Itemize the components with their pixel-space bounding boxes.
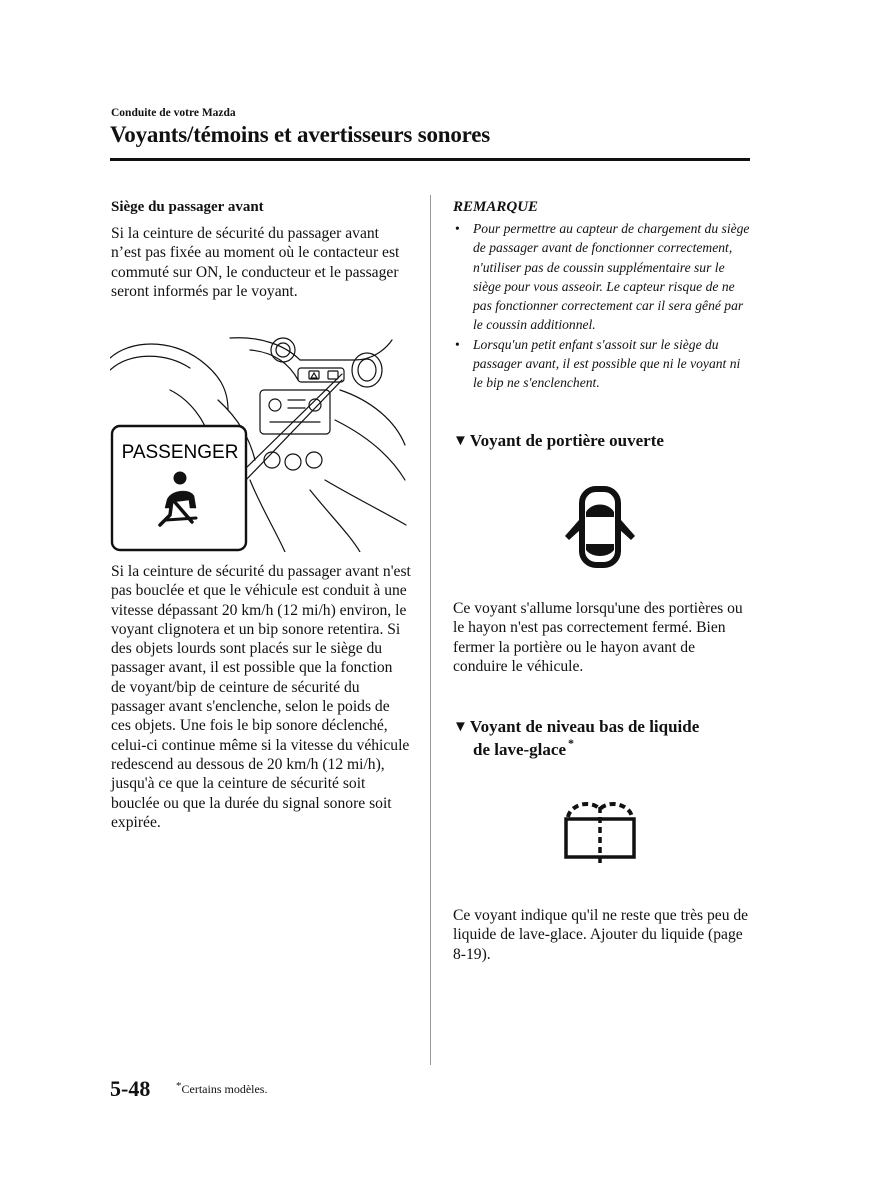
remark-heading: REMARQUE (453, 199, 539, 215)
asterisk-marker: * (568, 736, 574, 750)
triangle-marker-icon: ▼ (453, 719, 468, 735)
remark-item: • Lorsqu'un petit enfant s'assoit sur le siège du passager avant, il est possible que ni le voyant ni le bip ne s'enclenchent. (455, 336, 741, 391)
paragraph-door-ajar: Ce voyant s'allume lorsqu'une des portières ou le hayon n'est pas correctement fermé. Bien fermer la portière ou le hayon avant de conduire le véhicule. (453, 600, 743, 675)
section-label: Conduite de votre Mazda (111, 107, 236, 119)
title-rule (110, 158, 750, 161)
passenger-label: PASSENGER (121, 442, 239, 463)
bullet: • (455, 336, 460, 352)
bullet: • (455, 221, 460, 236)
heading-washer-fluid: ▼ Voyant de niveau bas de liquide de lave-glace * (453, 717, 700, 759)
footnote: *Certains modèles. (176, 1080, 268, 1096)
paragraph-passenger-intro: Si la ceinture de sécurité du passager avant n’est pas fixée au moment où le contacteur est commuté sur ON, le conducteur et le passager seront informés par le voyant. (111, 225, 400, 300)
washer-fluid-icon (560, 797, 640, 869)
triangle-marker-icon: ▼ (453, 433, 468, 449)
page-number: 5-48 (110, 1076, 151, 1101)
heading-door-ajar: ▼ Voyant de portière ouverte (453, 431, 664, 450)
remark-list (453, 219, 753, 393)
remark-item: • Pour permettre au capteur de chargement du siège de passager avant de fonctionner correctement, n'utiliser pas de coussin supplémentaire sur le siège pour vous asseoir. Le capteur risque de ne pas fonctionner correctement car il sera gêné par le coussin additionnel. (455, 221, 750, 333)
footnote-star: * (176, 1080, 182, 1092)
page-title: Voyants/témoins et avertisseurs sonores (110, 122, 490, 147)
column-divider (430, 195, 431, 1065)
subheading-passenger-seat: Siège du passager avant (111, 199, 264, 215)
dashboard-illustration (110, 330, 412, 552)
door-open-icon (560, 486, 640, 568)
paragraph-washer-fluid: Ce voyant indique qu'il ne reste que très peu de liquide de lave-glace. Ajouter du liquide (page 8-19). (453, 907, 749, 963)
paragraph-passenger-details: Si la ceinture de sécurité du passager avant n'est pas bouclée et que le véhicule est conduit à une vitesse dépassant 20 km/h (12 mi/h) environ, le voyant clignotera et un bip sonore retentira. Si des objets lourds sont placés sur le siège du passager avant, il est possible que la fonction de voyant/bip de ceinture de sécurité du passager avant s'enclenche, selon le poids de ces objets. Une fois le bip sonore déclenché, celui-ci continue même si la vitesse du véhicule redescend au dessous de 20 km/h (12 mi/h), jusqu'à ce que la ceinture de sécurité soit bouclée ou que la durée du signal sonore soit expirée. (111, 563, 411, 831)
